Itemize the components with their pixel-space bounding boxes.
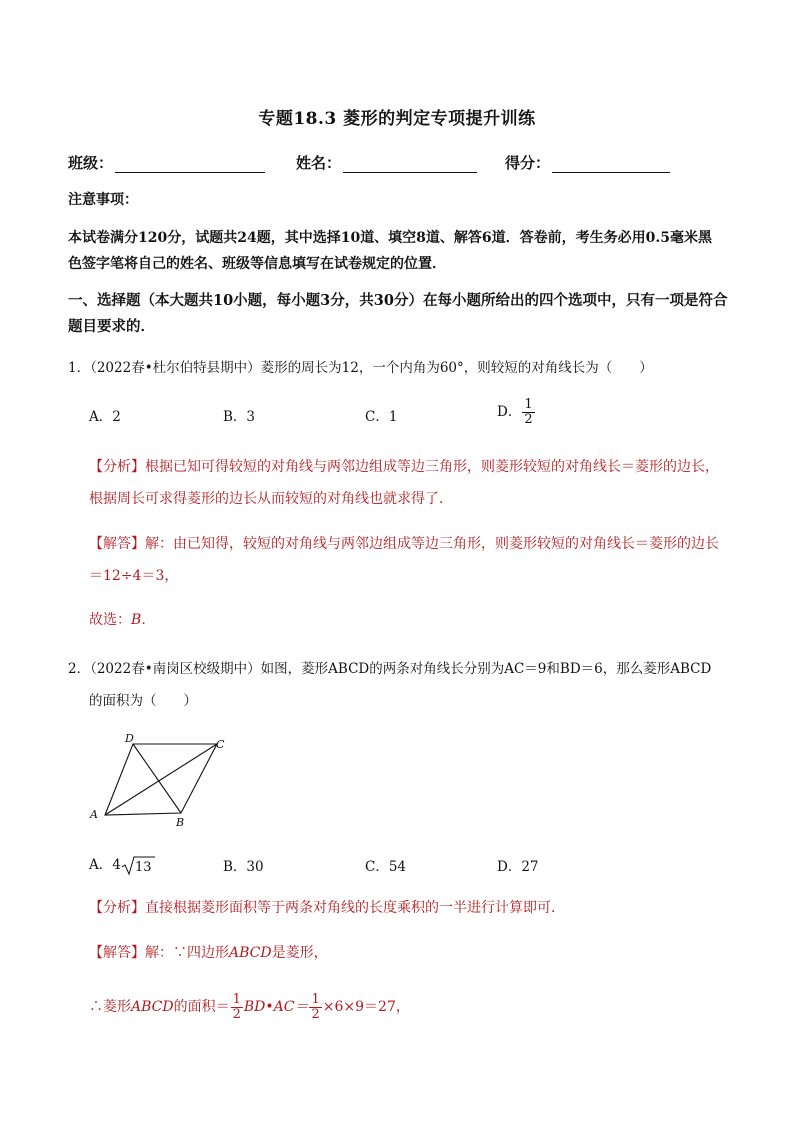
q1-answer-line-2: ＝12÷4＝3，: [89, 568, 179, 584]
q1-analysis-line-1: [89, 454, 719, 481]
analysis-text: 直接根据菱形面积等于两条对角线的长度乘积的一半进行计算即可．: [145, 900, 565, 916]
q2-option-a[interactable]: [89, 853, 155, 876]
q1-option-d[interactable]: [497, 398, 536, 427]
question-1-stem: 1．（2022春•杜尔伯特县期中）菱形的周长为12，一个内角为60°，则较短的对角线长为（ ）: [68, 360, 653, 376]
answer-tag: 【解答】: [89, 945, 145, 961]
radicand: 13: [134, 859, 152, 875]
analysis-tag: 【分析】: [89, 459, 145, 475]
q1-option-d-prefix: D．: [497, 404, 522, 420]
section-1-heading-line-1: 一、选择题（本大题共10小题，每小题3分，共30分）在每小题所给出的四个选项中，只有一项是符合: [68, 292, 728, 309]
sqrt-symbol: [121, 856, 155, 876]
notice-line-1: 本试卷满分120分，试题共24题，其中选择10道、填空8道、解答6道．答卷前，考生务必用0.5毫米黑: [68, 230, 713, 246]
radical-sign-icon: [121, 856, 155, 876]
conclusion-prefix: 故选：: [89, 612, 131, 628]
answer-text-prefix: 解：∵四边形: [145, 945, 229, 961]
question-2-stem-line-2: 的面积为（ ）: [89, 693, 197, 709]
q2-answer-line-2: [89, 990, 410, 1024]
fraction-denominator: 2: [232, 1006, 241, 1022]
vertex-label-b: B: [176, 816, 185, 829]
diagonal-bd: [133, 744, 181, 813]
score-field: [505, 152, 670, 173]
diagonal-ac: [105, 744, 217, 815]
rhombus-figure: [85, 730, 245, 830]
name-label: 姓名：: [296, 154, 342, 172]
vertex-label-c: C: [216, 738, 225, 751]
analysis-text: 根据已知可得较短的对角线与两邻边组成等边三角形，则菱形较短的对角线长＝菱形的边长，: [145, 459, 719, 475]
vertex-label-d: D: [125, 732, 134, 745]
conclusion-choice: B．: [131, 612, 156, 628]
q2-analysis-line-1: [89, 895, 565, 922]
class-blank[interactable]: [115, 158, 265, 173]
q2-option-c[interactable]: C．54: [365, 859, 407, 875]
score-label: 得分：: [505, 154, 551, 172]
answer-fraction-2: [309, 993, 321, 1022]
answer-text-mid: 的面积＝: [173, 999, 230, 1015]
name-field: [296, 152, 477, 173]
fraction-numerator: 1: [232, 991, 241, 1007]
fraction-denominator: 2: [524, 412, 533, 427]
question-2-stem-line-1: 2．（2022春•南岗区校级期中）如图，菱形ABCD的两条对角线长分别为AC＝9和BD＝6，那么菱形ABCD: [68, 661, 712, 677]
q1-option-a[interactable]: A．2: [89, 409, 121, 425]
fraction-numerator: 1: [524, 397, 533, 412]
q2-option-d[interactable]: D．27: [497, 859, 539, 875]
answer-variable: ABCD: [131, 999, 174, 1015]
fraction-numerator: 1: [311, 991, 320, 1007]
notice-line-2: 色签字笔将自己的姓名、班级等信息填写在试卷规定的位置．: [68, 256, 446, 272]
q1-option-c[interactable]: C．1: [365, 409, 398, 425]
answer-variable: ABCD: [229, 945, 272, 961]
answer-product: BD•AC＝: [243, 999, 309, 1015]
page-title: 专题18.3 菱形的判定专项提升训练: [258, 109, 536, 129]
answer-text: 解：由已知得，较短的对角线与两邻边组成等边三角形，则菱形较短的对角线长＝菱形的边长: [145, 536, 719, 552]
score-blank[interactable]: [552, 158, 670, 173]
q2-option-b[interactable]: B．30: [223, 859, 264, 875]
notice-heading: 注意事项：: [68, 192, 138, 208]
vertex-label-a: A: [90, 808, 98, 821]
analysis-tag: 【分析】: [89, 900, 145, 916]
answer-tag: 【解答】: [89, 536, 145, 552]
answer-text-prefix: ∴菱形: [89, 999, 131, 1015]
fraction-denominator: 2: [311, 1006, 320, 1022]
q1-analysis-line-2: 根据周长可求得菱形的边长从而较短的对角线也就求得了．: [89, 491, 453, 507]
name-blank[interactable]: [343, 158, 477, 173]
class-field: [68, 152, 265, 173]
answer-text-end: ×6×9＝27，: [322, 999, 410, 1015]
answer-fraction-1: [231, 993, 243, 1022]
q2-answer-line-1: [89, 940, 328, 967]
q1-option-d-fraction: [522, 398, 534, 427]
answer-text-suffix: 是菱形，: [271, 945, 328, 961]
q2-option-a-prefix: A．4: [89, 857, 121, 873]
q1-answer-line-1: [89, 531, 719, 558]
class-label: 班级：: [68, 154, 114, 172]
q1-conclusion: [89, 607, 155, 634]
section-1-heading-line-2: 题目要求的．: [68, 318, 155, 335]
q1-option-b[interactable]: B．3: [223, 409, 256, 425]
